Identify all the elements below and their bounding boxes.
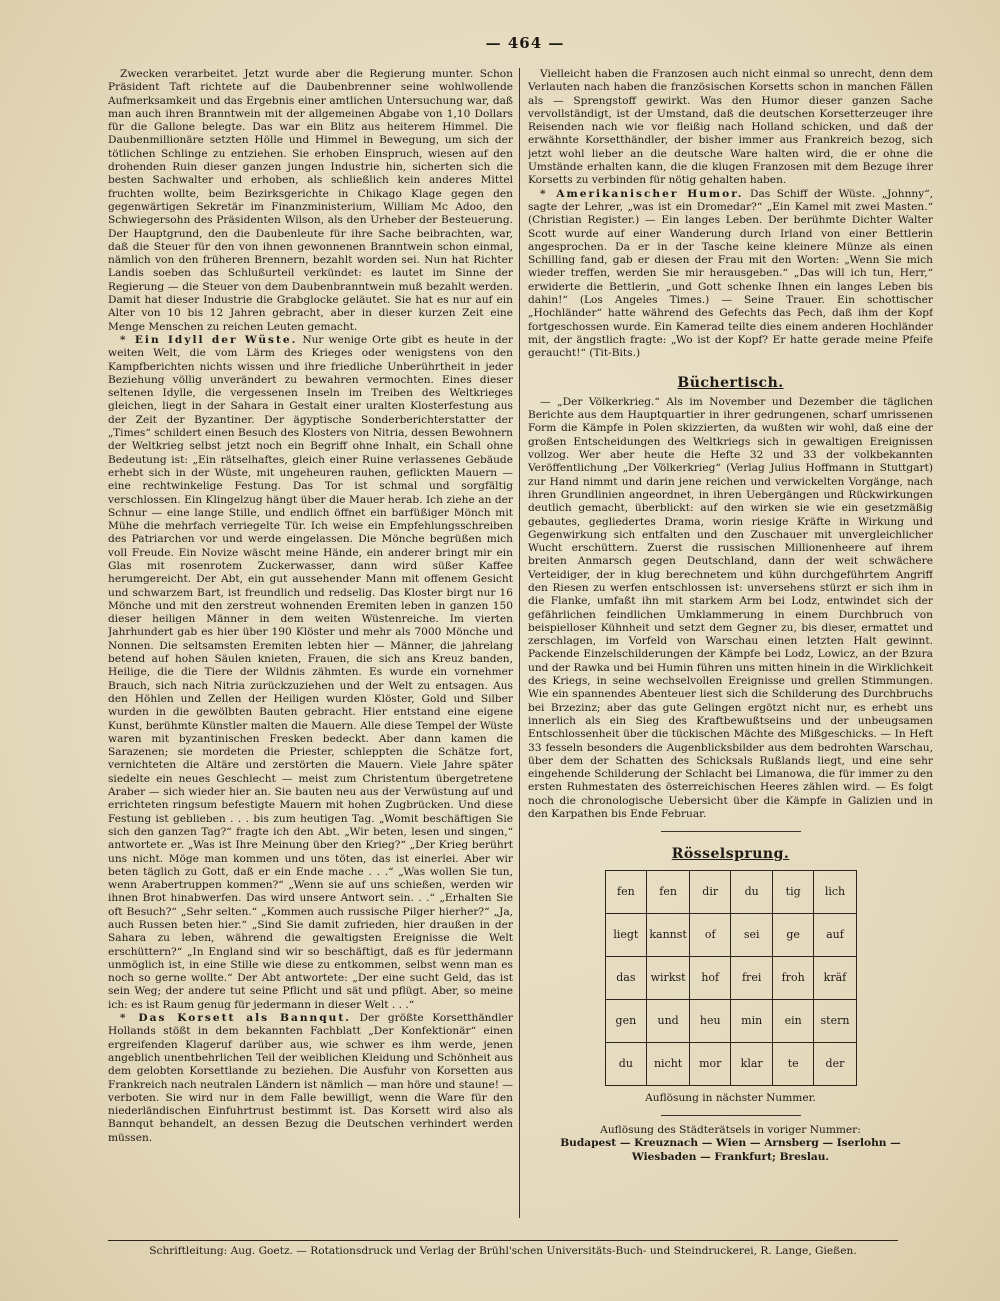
puzzle-cell: du (731, 870, 772, 913)
puzzle-cell: lich (814, 870, 856, 913)
puzzle-cell: te (772, 1042, 814, 1085)
puzzle-cell: nicht (647, 1042, 690, 1085)
puzzle-row (605, 870, 856, 913)
puzzle-row (605, 956, 856, 999)
puzzle-note: Auflösung in nächster Nummer. (645, 1091, 816, 1104)
section-separator (661, 831, 801, 832)
solution-line (528, 1151, 933, 1164)
article-heading: * Das Korsett als Bannqut. (120, 1012, 351, 1025)
puzzle-cell: das (605, 956, 647, 999)
imprint-footer: Schriftleitung: Aug. Goetz. — Rotationsdruck und Verlag der Brühl'schen Universitäts-Buch- und Steindruckerei, R. Lange, Gießen. (108, 1240, 898, 1257)
book-review: — „Der Völkerkrieg.“ Als im November und Dezember die täglichen Berichte aus dem Hauptquartier in ihrer gedrungenen, scharf umrissenen Form die Kämpfe in Polen skizzierten, da wußten wir wohl, daß eine der großen Entscheidungen des Weltkriegs sich in gewaltigen Ereignissen vollzog. Wer aber heute die Hefte 32 und 33 der volkbekannten Veröffentlichung „Der Völkerkrieg“ (Verlag Julius Hoffmann in Stuttgart) zur Hand nimmt und darin jene reichen und verwickelten Vorgänge, nach ihren Grundlinien angeordnet, in ihren Uebergängen und Rückwirkungen deutlich gemacht, überblickt: auf den wirken sie wie ein gesetzmäßig gebautes, gegliedertes Drama, worin riesige Kräfte in Wirkung und Gegenwirkung sich entfalten und den Zuschauer mit unvergleichlicher Wucht erschüttern. Zuerst die russischen Millionenheere auf ihrem breiten Anmarsch gegen Deutschland, dann der weit schwächere Verteidiger, der in klug berechnetem und kühn durchgeführtem Angriff den Riesen zu werfen entschlossen ist: unversehens stürzt er sich ihm in die Flanke, umfaßt ihn mit starkem Arm bei Lodz, entwindet sich der gefährlichen feindlichen Umklammerung in einem Durchbruch von beispielloser Kühnheit und setzt dem Gegner zu, bis dieser, ermattet und zerschlagen, im Vorfeld von Warschau einen letzten Halt gewinnt. Packende Einzelschilderungen der Kämpfe bei Lodz, Lowicz, an der Bzura und der Rawka und bei Humin führen uns mitten hinein in die Wirklichkeit des Kriegs, in seine wechselvollen Ereignisse und grellen Stimmungen. Wie ein spannendes Abenteuer liest sich die Schilderung des Durchbruchs bei Brzezinz; aber das gute Gelingen ergötzt nicht nur, es erhebt uns innerlich als ein Sieg des Kraftbewußtseins und der unbeugsamen Entschlossenheit über die tückischen Mächte des Mißgeschicks. — In Heft 33 fesseln besonders die Augenblicksbilder aus dem bedrohten Warschau, über dem der Schatten des Schicksals Rußlands liegt, und eine sehr eingehende Schilderung der Schlacht bei Limanowa, die für immer zu den ersten Ruhmestaten des österreichischen Heeres zählen wird. — Es folgt noch die chronologische Uebersicht über die Kämpfe in Galizien und in den Karpathen bis Ende Februar. (528, 395, 933, 821)
left-column (108, 68, 513, 1218)
puzzle-cell: fen (605, 870, 647, 913)
puzzle-cell: kannst (647, 913, 690, 956)
section-separator (661, 1115, 801, 1116)
article-body: Nur wenige Orte gibt es heute in der weiten Welt, die vom Lärm des Krieges oder wenigstens von den Kampfberichten nichts wissen und ihre friedliche Unberührtheit in jeder Beziehung völlig unverändert zu bewahren vermochten. Eines dieser seltenen Idylle, die vergessenen Inseln im Treiben des Weltkrieges gleichen, liegt in der Sahara in Gestalt einer uralten Klosterfestung aus der Zeit der Byzantiner. Der ägyptische Sonderberichterstatter der „Times“ schildert einen Besuch des Klosters von Nitria, dessen Bewohnern der Weltkrieg selbst jetzt noch ein Begriff ohne Inhalt, ein Schall ohne Bedeutung ist: „Ein rätselhaftes, gleich einer Ruine verlassenes Gebäude erhebt sich in der Wüste, mit ungeheuren rauhen, geflickten Mauern — eine rechtwinkelige Festung. Das Tor ist schmal und sorgfältig verschlossen. Ein Klingelzug hängt über die Mauer herab. Ich ziehe an der Schnur — eine lange Stille, und endlich öffnet ein barfüßiger Mönch mit Mühe die mehrfach verriegelte Tür. Ich weise ein Empfehlungsschreiben des Patriarchen vor und werde eingelassen. Die Mönche begrüßen mich voll Freude. Ein Novize wäscht meine Hände, ein anderer bringt mir ein Glas mit rosenrotem Zuckerwasser, dann wird süßer Kaffee herumgereicht. Der Abt, ein gut aussehender Mann mit offenem Gesicht und schwarzem Bart, ist freundlich und redselig. Das Kloster birgt nur 16 Mönche und mit den zerstreut wohnenden Eremiten leben in ganzen 150 dieser heiligen Männer in dem weiten Wüstenreiche. Im vierten Jahrhundert gab es hier über 190 Klöster und mehr als 7000 Mönche und Nonnen. Die seltsamsten Eremiten lebten hier — Männer, die jahrelang betend auf hohen Säulen knieten, Frauen, die sich ans Kreuz banden, Heilige, die die Tiere der Wildnis zähmten. Es wurde ein vornehmer Brauch, sich nach Nitria zurückzuziehen und der Welt zu entsagen. Aus den Höhlen und Zellen der Heiligen wurden Klöster, Gold und Silber wurden in die gewölbten Bauten gebracht. Hier entstand eine eigene Kunst, berühmte Künstler malten die Mauern. Alle diese Tempel der Wüste waren mit byzantinischen Fresken bedeckt. Aber dann kamen die Sarazenen; sie mordeten die Priester, schleppten die Schätze fort, vernichteten die Altäre und zerstörten die Mauern. Viele Jahre später siedelte ein neues Geschlecht — meist zum Christentum übergetretene Araber — sich wieder hier an. Sie bauten neu aus der Verwüstung auf und errichteten ringsum befestigte Mauern mit hohen Zugbrücken. Und diese Festung ist geblieben . . . bis zum heutigen Tag. „Womit beschäftigen Sie sich den ganzen Tag?“ fragte ich den Abt. „Wir beten, lesen und singen,“ antwortete er. „Was ist Ihre Meinung über den Krieg?“ „Der Krieg berührt uns nicht. Möge man kommen und uns töten, das ist einerlei. Aber wir beten täglich zu Gott, daß er ein Ende mache . . .“ „Was wollen Sie tun, wenn Arabertruppen kommen?“ „Wenn sie auf uns schießen, werden wir ihnen Brot hinabwerfen. Das wird unsere Antwort sein. . .“ „Erhalten Sie oft Besuch?“ „Sehr selten.“ „Kommen auch russische Pilger hierher?“ „Ja, auch Russen beten hier.“ „Sind Sie damit zufrieden, hier draußen in der Sahara zu leben, während die gewaltigsten Ereignisse die Welt erschüttern?“ „In England sind wir so beschäftigt, daß es für jedermann unmöglich ist, in eine Stille wie diese zu entkommen, selbst wenn man es noch so gerne wollte.“ Der Abt antwortete: „Der eine sucht Geld, das ist sein Weg; der andere tut seine Pflicht und sät und pflügt. Aber, so meine ich: es ist Raum genug für jedermann in dieser Welt . . .“ (108, 333, 513, 1011)
puzzle-cell: gen (605, 999, 647, 1042)
solution-text: Wiesbaden — Frankfurt; Breslau. (631, 1150, 830, 1163)
puzzle-cell: dir (689, 870, 730, 913)
solution-line (528, 1137, 933, 1150)
puzzle-cell: hof (689, 956, 730, 999)
puzzle-cell: ein (772, 999, 814, 1042)
puzzle-cell: sei (731, 913, 772, 956)
puzzle-cell: auf (814, 913, 856, 956)
puzzle-cell: und (647, 999, 690, 1042)
article-paragraph: Vielleicht haben die Franzosen auch nicht einmal so unrecht, denn dem Verlauten nach haben die französischen Korsetts schon in manchen Fällen als — Sprengstoff gewirkt. Was den Humor dieser ganzen Sache vervollständigt, ist der Umstand, daß die deutschen Korsetterzeuger ihre Reisenden nach wie vor fleißig nach Holland schicken, und daß der erwähnte Korsetthändler, der bisher immer aus Frankreich bezog, sich jetzt wohl lieber an die deutsche Ware halten wird, die er ohne die Umstände erhalten kann, die die klugen Franzosen mit dem Bezuge ihrer Korsetts zu verbinden für nötig gehalten haben. (528, 68, 933, 187)
section-title-books: Büchertisch. (677, 374, 784, 391)
puzzle-title: Rösselsprung. (671, 846, 790, 863)
puzzle-cell: min (731, 999, 772, 1042)
article-paragraph: Zwecken verarbeitet. Jetzt wurde aber die Regierung munter. Schon Präsident Taft richtete auf die Daubenbrenner seine wohlwollende Aufmerksamkeit und das Ergebnis einer amtlichen Untersuchung war, daß man auch ihren Branntwein mit der allgemeinen Abgabe von 1,10 Dollars für die Gallone belegte. Das war ein Blitz aus heiterem Himmel. Die Daubenmillionäre setzten Hölle und Himmel in Bewegung, um sich der tötlichen Schlinge zu entziehen. Sie erhoben Einspruch, wiesen auf den drohenden Ruin dieser ganzen jungen Industrie hin, sicherten sich die besten Sachwalter und erhoben, als schließlich kein anderes Mittel fruchten wollte, beim Bezirksgerichte in Chikago Klage gegen den gegenwärtigen Sekretär im Finanzministerium, William Mc Adoo, den Schwiegersohn des Präsidenten Wilson, als den Urheber der Besteuerung. Der Hauptgrund, den die Daubenleute für ihre Sache beibrachten, war, daß die Steuer für den von ihnen gewonnenen Branntwein schon einmal, nämlich von den früheren Brennern, bezahlt worden sei. Nun hat Richter Landis soeben das Schlußurteil verkündet: es lautet im Sinne der Regierung — die Steuer von dem Daubenbranntwein muß bezahlt werden. Damit hat dieser Industrie die Grabglocke geläutet. Sie hat es nur auf ein Alter von 10 bis 12 Jahren gebracht, aber in dieser kurzen Zeit eine Menge Menschen zu reichen Leuten gemacht. (108, 68, 513, 333)
article-body: Das Schiff der Wüste. „Johnny“, sagte der Lehrer, „was ist ein Dromedar?“ „Ein Kamel mit zwei Masten.“ (Christian Register.) — Ein langes Leben. Der berühmte Dichter Walter Scott wurde auf einer Wanderung durch Irland von einer Bettlerin angesprochen. Da er in der Tasche keine kleinere Münze als einen Schilling fand, gab er diesen der Frau mit den Worten: „Wenn Sie mich wieder treffen, werden Sie mir herausgeben.“ „Das will ich tun, Herr,“ erwiderte die Bettlerin, „und Gott schenke Ihnen ein langes Leben bis dahin!“ (Los Angeles Times.) — Seine Trauer. Ein schottischer „Hochländer“ hatte während des Gefechts das Pech, daß ihm der Kopf fortgeschossen wurde. Ein Kamerad teilte dies einem anderen Hochländer mit, der ängstlich fragte: „Wo ist der Kopf? Er hatte gerade meine Pfeife geraucht!“ (Tit-Bits.) (528, 187, 933, 360)
page-number: — 464 — (485, 34, 565, 52)
article-paragraph (108, 334, 513, 1012)
puzzle-cell: ge (772, 913, 814, 956)
column-divider (519, 68, 520, 1218)
article-paragraph (528, 188, 933, 361)
puzzle-cell: klar (731, 1042, 772, 1085)
article-heading: * Amerikanischer Humor. (540, 187, 744, 200)
puzzle-row (605, 1042, 856, 1085)
right-column (528, 68, 933, 1218)
puzzle-cell: liegt (605, 913, 647, 956)
puzzle-row (605, 999, 856, 1042)
puzzle-cell: tig (772, 870, 814, 913)
puzzle-row (605, 913, 856, 956)
puzzle-cell: of (689, 913, 730, 956)
knight-move-puzzle (605, 870, 857, 1086)
article-heading: * Ein Idyll der Wüste. (120, 333, 298, 346)
puzzle-cell: du (605, 1042, 647, 1085)
puzzle-cell: froh (772, 956, 814, 999)
puzzle-cell: wirkst (647, 956, 690, 999)
puzzle-cell: stern (814, 999, 856, 1042)
puzzle-cell: heu (689, 999, 730, 1042)
puzzle-cell: mor (689, 1042, 730, 1085)
article-body: Der größte Korsetthändler Hollands stößt in dem bekannten Fachblatt „Der Konfektionär“ einen ergreifenden Klageruf darüber aus, wie schwer es ihm werde, jenen angeblich unentbehrlichen Teil der weiblichen Kleidung und Schönheit aus dem gelobten Korsettlande zu beziehen. Die Ausfuhr von Korsetten aus Frankreich nach neutralen Ländern ist nämlich — man höre und staune! — verboten. Sie wird nur in dem Falle bewilligt, wenn die Ware für den niederländischen Einfuhrtrust bestimmt ist. Das Korsett wird also als Bannqut behandelt, an dessen Bezug die Deutschen verhindert werden müssen. (108, 1012, 513, 1144)
article-paragraph (108, 1012, 513, 1145)
solution-text: Budapest — Kreuznach — Wien — Arnsberg — Iserlohn — (560, 1137, 901, 1150)
solution-title: Auflösung des Städterätsels in voriger Nummer: (600, 1123, 861, 1136)
puzzle-cell: der (814, 1042, 856, 1085)
puzzle-cell: kräf (814, 956, 856, 999)
puzzle-cell: frei (731, 956, 772, 999)
puzzle-cell: fen (647, 870, 690, 913)
